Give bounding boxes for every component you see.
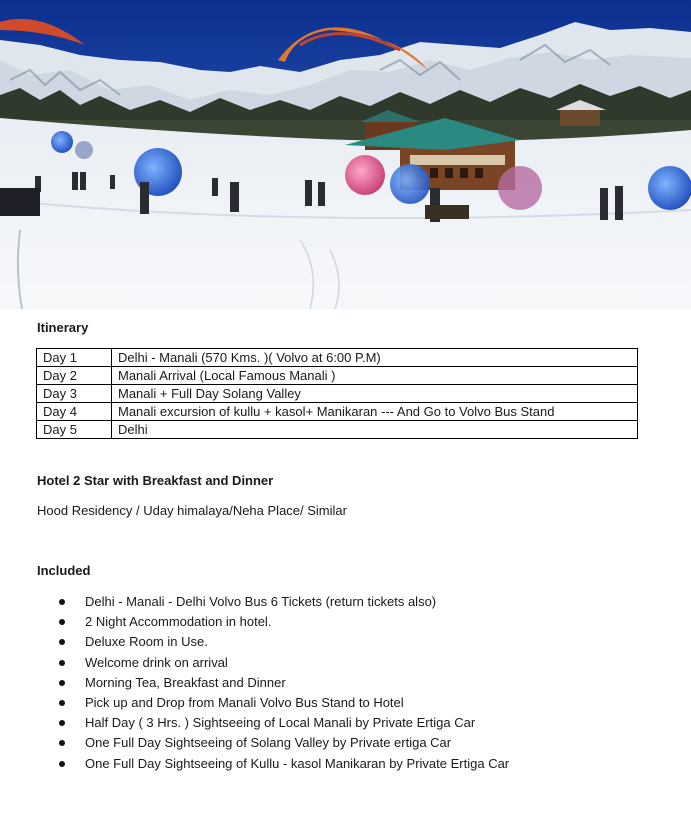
table-row [37, 403, 638, 421]
list-item [37, 733, 509, 753]
table-row [37, 367, 638, 385]
bullet-icon [59, 740, 65, 746]
day-cell: Day 1 [37, 349, 112, 367]
day-cell: Day 3 [37, 385, 112, 403]
day-cell: Day 4 [37, 403, 112, 421]
table-row [37, 349, 638, 367]
list-item [37, 612, 509, 632]
day-cell: Day 5 [37, 421, 112, 439]
list-item [37, 592, 509, 612]
list-item-text: One Full Day Sightseeing of Solang Valley by Private ertiga Car [85, 735, 452, 751]
bullet-icon [59, 639, 65, 645]
bullet-icon [59, 619, 65, 625]
hotel-heading: Hotel 2 Star with Breakfast and Dinner [37, 473, 274, 488]
list-item [37, 653, 509, 673]
day-cell: Day 2 [37, 367, 112, 385]
included-list [37, 592, 509, 774]
bullet-icon [59, 700, 65, 706]
list-item [37, 673, 509, 693]
detail-cell: Manali + Full Day Solang Valley [112, 385, 638, 403]
list-item [37, 713, 509, 733]
detail-cell: Manali Arrival (Local Famous Manali ) [112, 367, 638, 385]
list-item-text: Morning Tea, Breakfast and Dinner [85, 674, 286, 690]
detail-cell: Delhi - Manali (570 Kms. )( Volvo at 6:00 P.M) [112, 349, 638, 367]
detail-cell: Manali excursion of kullu + kasol+ Manikaran --- And Go to Volvo Bus Stand [112, 403, 638, 421]
itinerary-table [36, 348, 638, 439]
table-row [37, 385, 638, 403]
itinerary-heading: Itinerary [37, 320, 89, 335]
list-item-text: Delhi - Manali - Delhi Volvo Bus 6 Tickets (return tickets also) [85, 594, 437, 609]
bullet-icon [59, 660, 65, 666]
list-item-text: Welcome drink on arrival [85, 654, 228, 670]
bullet-icon [59, 720, 65, 726]
list-item-text: Deluxe Room in Use. [85, 634, 208, 650]
list-item-text: Half Day ( 3 Hrs. ) Sightseeing of Local Manali by Private Ertiga Car [85, 715, 476, 731]
detail-cell: Delhi [112, 421, 638, 439]
list-item [37, 632, 509, 652]
bullet-icon [59, 761, 65, 767]
bullet-icon [59, 680, 65, 686]
list-item [37, 693, 509, 713]
hotel-options: Hood Residency / Uday himalaya/Neha Place/ Similar [37, 503, 347, 518]
list-item-text: Pick up and Drop from Manali Volvo Bus Stand to Hotel [85, 694, 404, 710]
list-item [37, 754, 509, 774]
hero-photo-snow-valley [0, 0, 691, 309]
bullet-icon [59, 599, 65, 605]
list-item-text: 2 Night Accommodation in hotel. [85, 614, 272, 630]
table-row [37, 421, 638, 439]
included-heading: Included [37, 563, 91, 578]
list-item-text: One Full Day Sightseeing of Kullu - kasol Manikaran by Private Ertiga Car [85, 755, 510, 771]
